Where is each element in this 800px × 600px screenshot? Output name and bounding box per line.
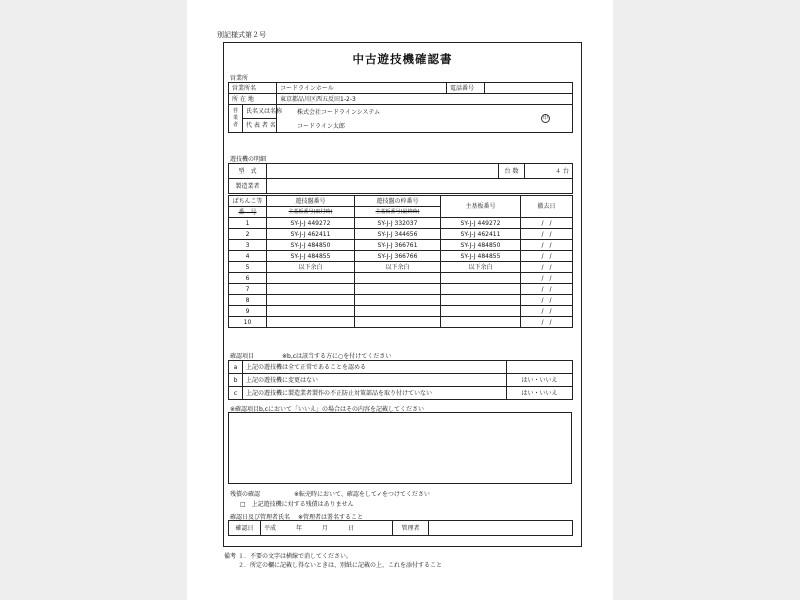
table-row [229, 229, 573, 240]
confirm-table [228, 520, 573, 536]
col3-header: 遊技盤の枠番号 [355, 196, 441, 207]
check-text: 上記の遊技機は全て正常であることを認める [243, 361, 507, 374]
board-number [267, 295, 355, 306]
table-row [229, 262, 573, 273]
year-label: 年 [295, 524, 302, 532]
manager-value [429, 521, 573, 536]
col3-sub: 主基板番号(最終時) [355, 207, 441, 218]
check-answer[interactable]: はい・いいえ [507, 374, 573, 387]
confirm-note: ※管理者は署名すること [298, 514, 364, 521]
main-board-number [441, 306, 521, 317]
confirm-date-value [261, 521, 393, 536]
main-board-number: SY-J-J 484855 [441, 251, 521, 262]
main-board-number [441, 273, 521, 284]
check-row [229, 361, 573, 374]
col1-header: ぱちんこ等 [229, 196, 267, 207]
office-name-label: 営業所名 [229, 83, 277, 94]
row-number: 7 [229, 284, 267, 295]
person-value: 株式会社コードラインシステム [297, 109, 381, 116]
removal-date: / / [521, 295, 573, 306]
person-label: 氏名又は名称 [243, 105, 277, 119]
maker-value [267, 179, 573, 194]
row-number: 5 [229, 262, 267, 273]
frame-number [355, 295, 441, 306]
office-name-value: コードラインホール [277, 83, 447, 94]
frame-number: SY-J-J 332037 [355, 218, 441, 229]
manager-label: 管理者 [393, 521, 429, 536]
frame-number: SY-J-J 366761 [355, 240, 441, 251]
inspection-note: ※転売時において、確認をして✓をつけてください [294, 491, 430, 498]
seal-mark: 印 [543, 115, 549, 121]
person-cell [277, 105, 573, 133]
row-number: 10 [229, 317, 267, 328]
check-text: 上記の遊技機に変更はない [243, 374, 507, 387]
board-number: SY-J-J 449272 [267, 218, 355, 229]
removal-date: / / [521, 240, 573, 251]
removal-date: / / [521, 251, 573, 262]
remarks-label: 備考 [224, 553, 237, 560]
removal-date: / / [521, 262, 573, 273]
frame-number: SY-J-J 344656 [355, 229, 441, 240]
table-row [229, 273, 573, 284]
frame-number: SY-J-J 366766 [355, 251, 441, 262]
board-number: SY-J-J 462411 [267, 229, 355, 240]
main-board-number [441, 295, 521, 306]
board-number: SY-J-J 484855 [267, 251, 355, 262]
removal-date: / / [521, 273, 573, 284]
check-row [229, 387, 573, 400]
removal-date: / / [521, 306, 573, 317]
check-answer[interactable]: はい・いいえ [507, 387, 573, 400]
board-number [267, 306, 355, 317]
table-row [229, 295, 573, 306]
maker-label: 製造業者 [229, 179, 267, 194]
rep-value: コードライン太郎 [297, 123, 345, 130]
board-number [267, 284, 355, 295]
count-label: 台 数 [499, 164, 525, 179]
office-section-label: 営業所 [230, 75, 249, 82]
check-table [228, 360, 573, 400]
frame-number [355, 273, 441, 284]
row-number: 9 [229, 306, 267, 317]
board-number: 以下余白 [267, 262, 355, 273]
detail-box[interactable] [228, 412, 572, 484]
main-board-number: SY-J-J 449272 [441, 218, 521, 229]
row-number: 4 [229, 251, 267, 262]
removal-date: / / [521, 229, 573, 240]
table-row [229, 218, 573, 229]
address-value: 東京都品川区西五反田1-2-3 [277, 94, 573, 105]
machine-section-label: 遊技機の明細 [230, 156, 267, 163]
phone-value [485, 83, 573, 94]
rep-label: 代 表 者 名 [243, 119, 277, 133]
type-label: 型 式 [229, 164, 267, 179]
main-board-number: 以下余白 [441, 262, 521, 273]
detail-note: ※確認項目b,cにおいて「いいえ」の場合はその内容を記載してください [230, 406, 425, 413]
remarks-line-2: ２．所定の欄に記載し得ないときは、別紙に記載の上、これを添付すること [238, 562, 443, 569]
frame-number [355, 306, 441, 317]
operator-label: 営業者 [229, 105, 243, 133]
check-answer[interactable] [507, 361, 573, 374]
month-label: 月 [321, 524, 328, 532]
main-board-number: SY-J-J 484850 [441, 240, 521, 251]
col2-header: 遊技盤番号 [267, 196, 355, 207]
form-code: 別記様式第２号 [217, 31, 266, 39]
machine-table [228, 195, 573, 328]
address-label: 所 在 地 [229, 94, 277, 105]
check-key: a [229, 361, 243, 374]
removal-date: / / [521, 317, 573, 328]
removal-date: / / [521, 284, 573, 295]
row-number: 1 [229, 218, 267, 229]
table-row [229, 240, 573, 251]
form-frame [223, 42, 582, 547]
col4-header: 主基板番号 [441, 196, 521, 218]
row-number: 8 [229, 295, 267, 306]
removal-date: / / [521, 218, 573, 229]
board-number: SY-J-J 484850 [267, 240, 355, 251]
page-title: 中古遊技機確認書 [352, 52, 453, 66]
frame-number [355, 317, 441, 328]
check-note: ※b,cは該当する方に○を付けてください [282, 353, 392, 360]
main-board-number [441, 317, 521, 328]
table-row [229, 306, 573, 317]
main-board-number: SY-J-J 462411 [441, 229, 521, 240]
table-row [229, 251, 573, 262]
day-label: 日 [347, 524, 354, 532]
table-row [229, 317, 573, 328]
board-number [267, 273, 355, 284]
confirm-label: 確認日及び管理者氏名 [230, 514, 291, 521]
frame-number [355, 284, 441, 295]
main-board-number [441, 284, 521, 295]
check-section-label: 確認項目 [230, 353, 255, 360]
col5-header: 撤去日 [521, 196, 573, 218]
table-row [229, 284, 573, 295]
inspection-label: 残債の確認 [230, 491, 261, 498]
office-table [228, 82, 573, 133]
frame-number: 以下余白 [355, 262, 441, 273]
check-row [229, 374, 573, 387]
confirm-date-label: 確認日 [229, 521, 261, 536]
remarks-line-1: １．不要の文字は横線で消してください。 [238, 553, 353, 560]
check-text: 上記の遊技機に製造業者製作の不正防止対策部品を取り付けていない [243, 387, 507, 400]
type-value [267, 164, 499, 179]
row-number: 3 [229, 240, 267, 251]
inspection-line: □ 上記遊技機に対する残債はありません [240, 501, 354, 508]
check-key: b [229, 374, 243, 387]
col1-sub: 番 号 [229, 207, 267, 218]
row-number: 2 [229, 229, 267, 240]
check-key: c [229, 387, 243, 400]
col2-sub: 主基板番号(取付時) [267, 207, 355, 218]
era-label: 平成 [264, 524, 277, 532]
board-number [267, 317, 355, 328]
machine-summary-table [228, 163, 573, 194]
phone-label: 電話番号 [447, 83, 485, 94]
row-number: 6 [229, 273, 267, 284]
count-value: ４ 台 [525, 164, 573, 179]
